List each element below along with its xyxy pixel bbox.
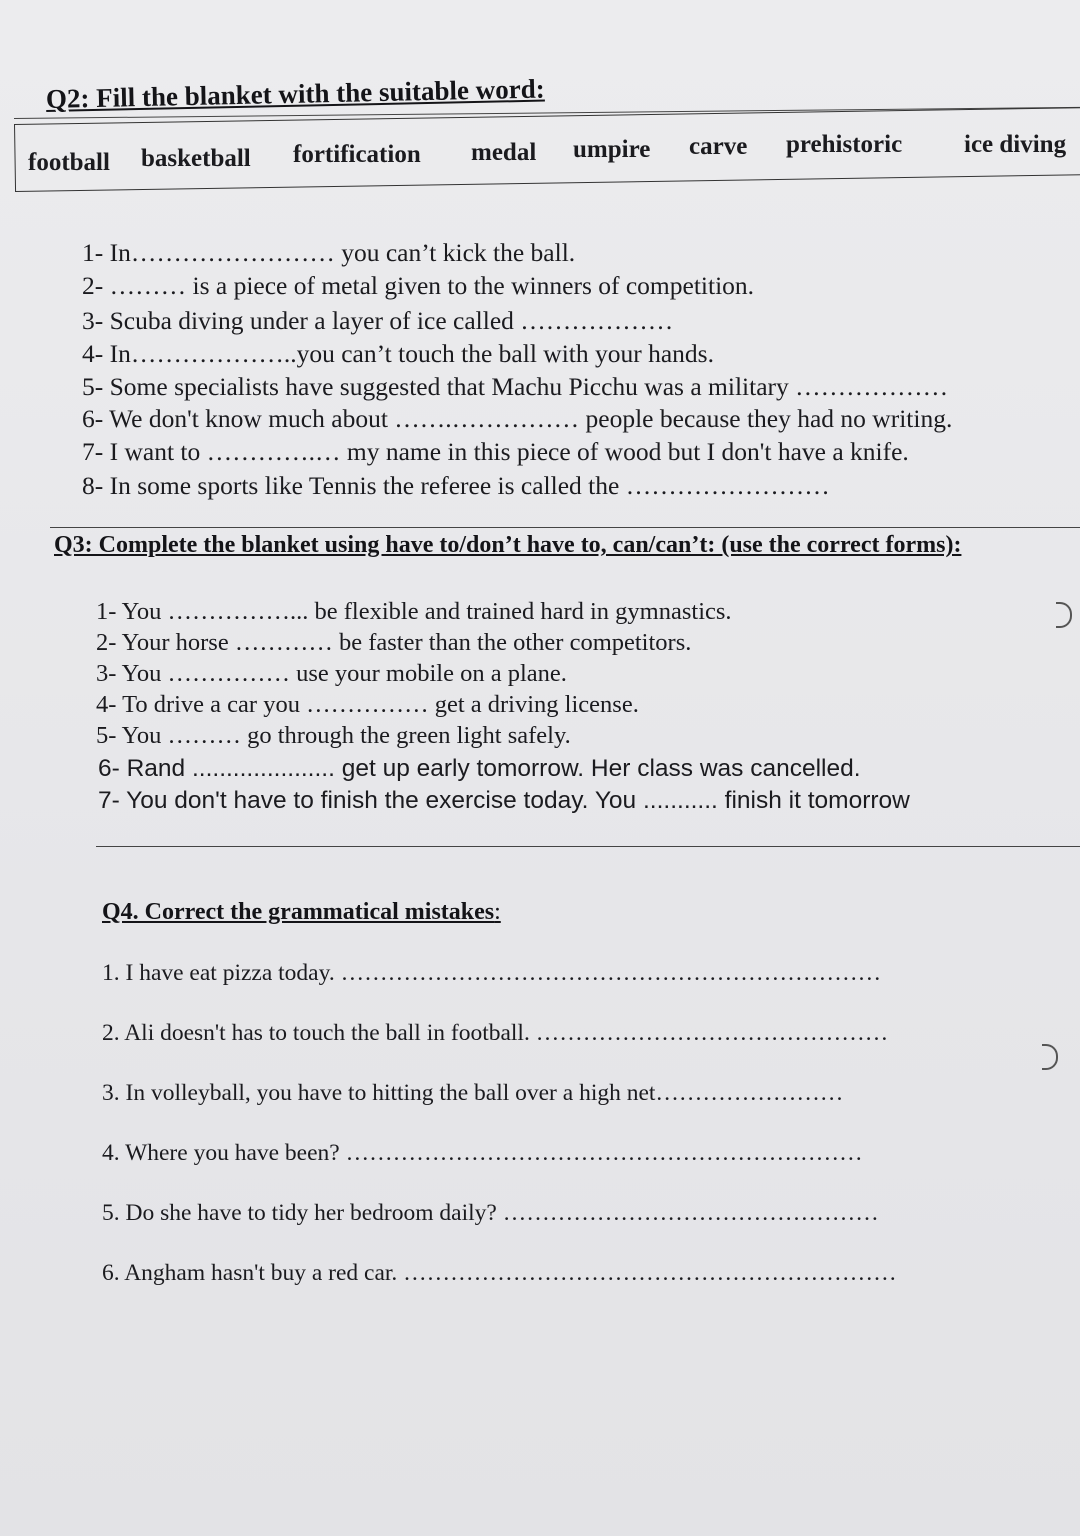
margin-mark [1042, 1044, 1058, 1070]
q3-question: 2- Your horse ………… be faster than the other competitors. [96, 629, 692, 656]
q2-question: 6- We don't know much about …….…………… people because they had no writing. [82, 404, 953, 433]
section-divider [50, 527, 1080, 528]
section-divider [96, 846, 1080, 847]
q2-question: 5- Some specialists have suggested that Machu Picchu was a military ……………… [82, 372, 949, 401]
q4-question: 5. Do she have to tidy her bedroom daily? ………………………………………… [102, 1200, 879, 1226]
q2-question: 8- In some sports like Tennis the referee is called the …………………… [82, 471, 830, 500]
word-bank-item: umpire [573, 136, 651, 163]
q4-question: 6. Angham hasn't buy a red car. ……………………………………………………… [102, 1260, 897, 1286]
q3-question: 7- You don't have to finish the exercise today. You ........... finish it tomorrow [98, 787, 910, 814]
q4-question: 1. I have eat pizza today. …………………………………………………………… [102, 960, 882, 986]
q3-question: 3- You …………… use your mobile on a plane. [96, 660, 567, 687]
q2-question: 3- Scuba diving under a layer of ice called ……………… [82, 306, 674, 335]
q3-question: 4- To drive a car you …………… get a driving license. [96, 691, 639, 718]
q4-title-text: Q4. Correct the grammatical mistakes [102, 899, 495, 925]
q2-title: Q2: Fill the blanket with the suitable word: [45, 73, 545, 114]
word-bank-item: carve [689, 133, 748, 160]
q2-question: 4- In………………..you can’t touch the ball with your hands. [82, 339, 714, 368]
q4-question: 4. Where you have been? ………………………………………………………… [102, 1140, 863, 1166]
q2-question: 1- In…………………… you can’t kick the ball. [82, 238, 576, 267]
word-bank-item: prehistoric [786, 131, 903, 158]
q2-question: 7- I want to ………….… my name in this piece of wood but I don't have a knife. [82, 437, 909, 466]
q4-title [102, 899, 501, 926]
word-bank-item: basketball [141, 145, 251, 172]
margin-mark [1056, 602, 1072, 628]
q3-question: 6- Rand ..................... get up early tomorrow. Her class was cancelled. [98, 755, 861, 782]
q3-question: 1- You ……………... be flexible and trained hard in gymnastics. [96, 598, 732, 625]
q3-question: 5- You ……… go through the green light safely. [96, 722, 571, 749]
q2-question: 2- ……… is a piece of metal given to the winners of competition. [82, 271, 755, 300]
q4-question: 2. Ali doesn't has to touch the ball in football. ……………………………………… [102, 1020, 889, 1046]
word-bank-item: fortification [293, 141, 421, 168]
q4-question: 3. In volleyball, you have to hitting the ball over a high net…………………… [102, 1080, 844, 1106]
q3-title: Q3: Complete the blanket using have to/don’t have to, can/can’t: (use the correct forms): [54, 532, 962, 558]
q4-title-colon: : [494, 899, 501, 925]
word-bank-item: football [28, 149, 110, 176]
word-bank-item: medal [471, 139, 537, 166]
word-bank-item: ice diving [964, 131, 1067, 158]
